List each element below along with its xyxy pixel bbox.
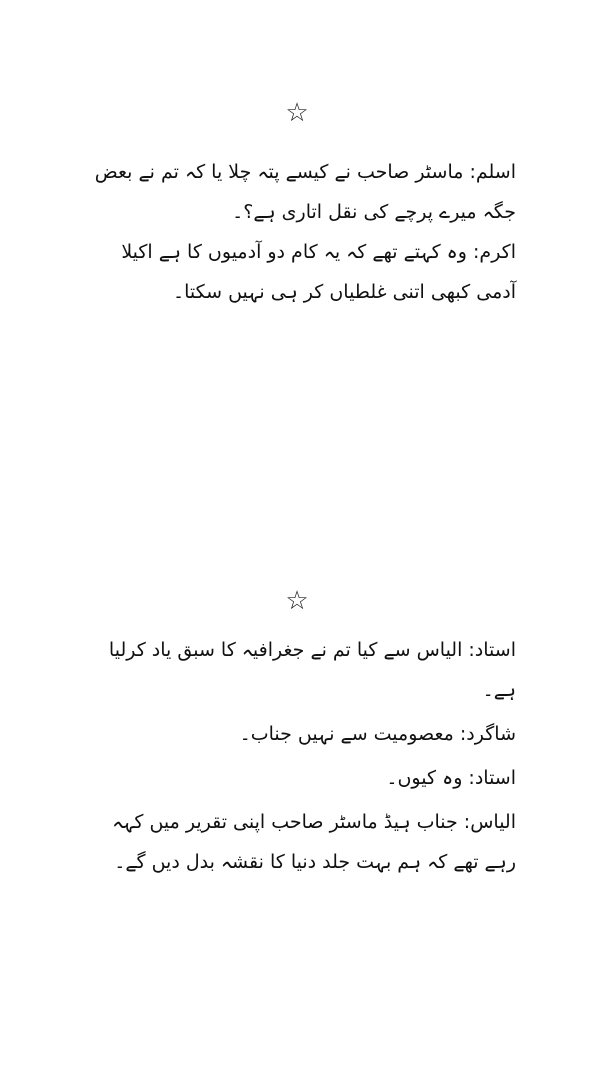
dialogue-line-teacher-why: استاد: وہ کیوں۔: [386, 767, 516, 789]
joke-block-1: [80, 152, 516, 312]
dialogue-line-ilyas-reply: الیاس: جناب ہیڈ ماسٹر صاحب اپنی تقریر میں کہہ رہے تھے کہ ہم بہت جلد دنیا کا نقشہ بدل دیں گے۔: [112, 811, 516, 873]
star-ornament-icon: ☆: [285, 98, 309, 128]
dialogue-line-student-answer: شاگرد: معصومیت سے نہیں جناب۔: [239, 723, 516, 745]
joke-block-2: [80, 630, 516, 886]
dialogue-line-akram: اکرم: وہ کہتے تھے کہ یہ کام دو آدمیوں کا ہے اکیلا آدمی کبھی اتنی غلطیاں کر ہی نہیں سکتا۔: [121, 241, 516, 303]
star-ornament-icon: ☆: [285, 586, 309, 616]
dialogue-line-teacher-question: استاد: الیاس سے کیا تم نے جغرافیہ کا سبق یاد کرلیا ہے۔: [108, 639, 516, 701]
dialogue-line-aslam: اسلم: ماسٹر صاحب نے کیسے پتہ چلا یا کہ تم نے بعض جگہ میرے پرچے کی نقل اتاری ہے؟۔: [94, 161, 516, 223]
